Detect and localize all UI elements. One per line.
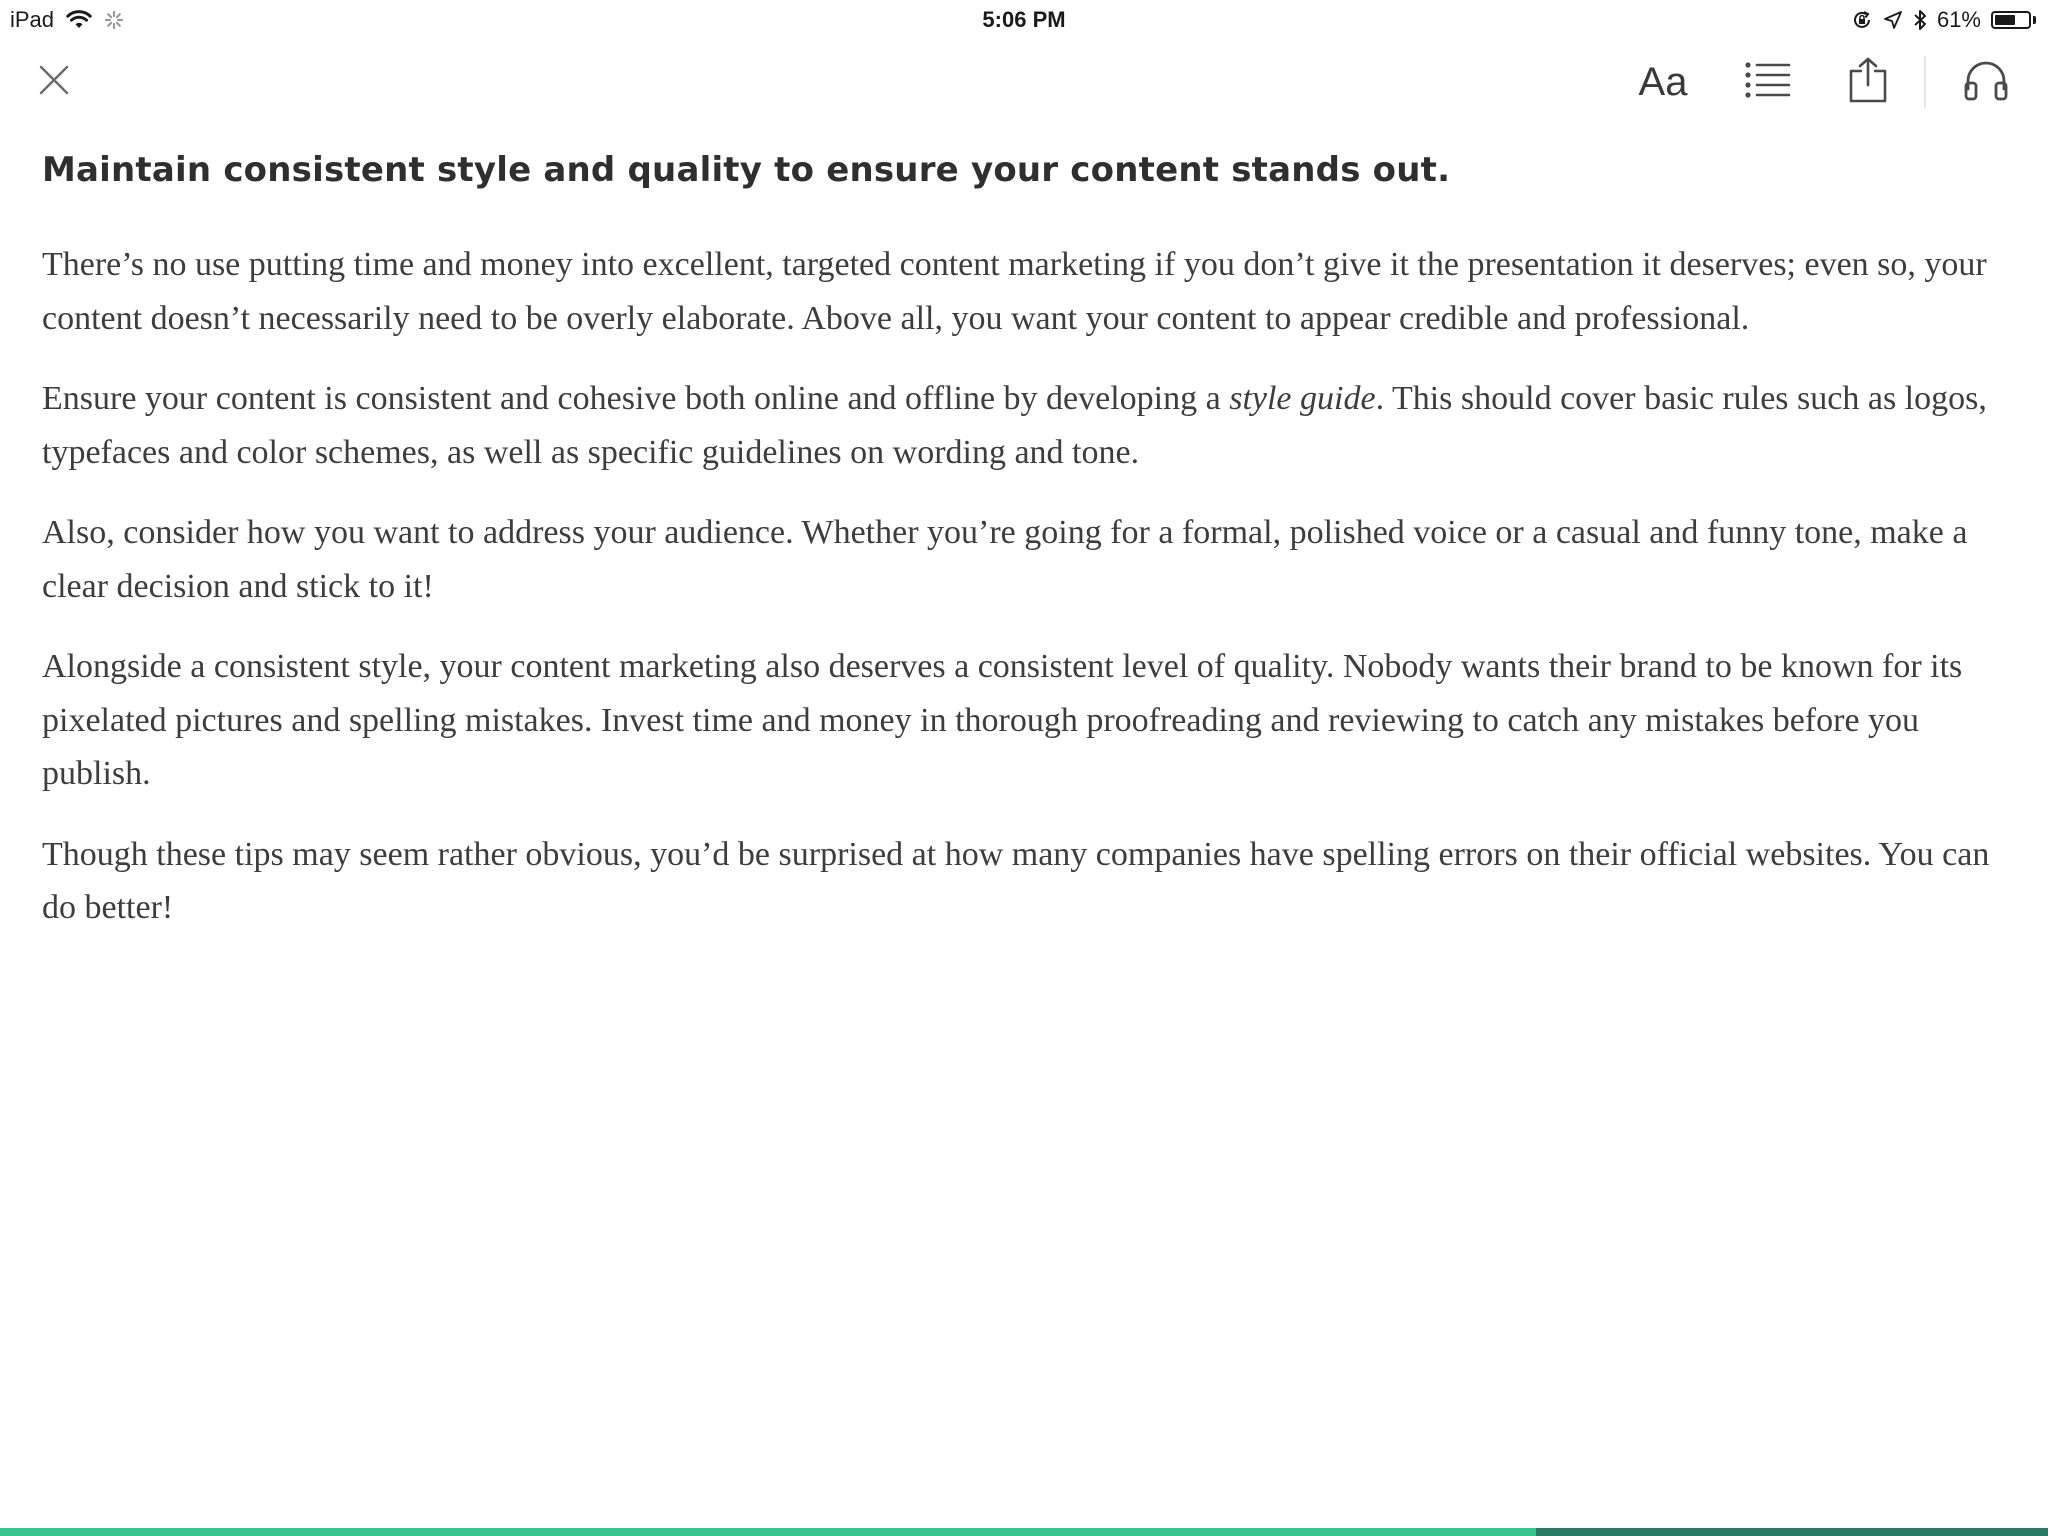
battery-percent: 61% [1936, 7, 1981, 32]
status-bar-right [1851, 7, 2036, 33]
orientation-lock-icon [1851, 9, 1873, 31]
battery-icon [1991, 11, 2031, 29]
close-button[interactable] [28, 60, 80, 104]
reader-toolbar [0, 40, 2048, 124]
table-of-contents-button[interactable] [1738, 56, 1798, 108]
reading-progress-fill [0, 1528, 1536, 1536]
paragraph-5: Though these tips may seem rather obvious, you’d be surprised at how many companies have spelling errors on their official websites. You can do better! [42, 835, 1990, 926]
chapter-heading: Maintain consistent style and quality to ensure your content stands out. [42, 150, 1451, 190]
paragraph-2-after: . This should cover basic rules such as logos, typefaces and color schemes, as well as specific guidelines on wording and tone. [42, 380, 1987, 471]
paragraph-2 [42, 372, 2002, 479]
location-icon [1883, 10, 1903, 30]
toolbar-divider [1924, 56, 1926, 108]
status-bar [0, 0, 2048, 40]
share-button[interactable] [1840, 52, 1896, 112]
bluetooth-icon [1913, 9, 1927, 31]
paragraph-4: Alongside a consistent style, your content marketing also deserves a consistent level of quality. Nobody wants their brand to be known for its pixelated pictures and spelling mistakes. Invest time and money in thorough proofreading and reviewing to catch any mistakes before you publish. [42, 648, 1963, 792]
headphones-icon [1962, 59, 2010, 106]
list-icon [1745, 61, 1791, 104]
article-content [42, 146, 2002, 962]
listen-button[interactable] [1956, 54, 2016, 110]
font-settings-button[interactable]: Aa [1638, 59, 1688, 104]
paragraph-2-before: Ensure your content is consistent and cohesive both online and offline by developing a [42, 380, 1230, 417]
status-time: 5:06 PM [982, 7, 1066, 32]
paragraph-3: Also, consider how you want to address your audience. Whether you’re going for a formal, polished voice or a casual and funny tone, make a clear decision and stick to it! [42, 514, 1968, 605]
reading-progress-bar [0, 1528, 2048, 1536]
battery-level [1995, 15, 2015, 25]
device-name: iPad [10, 7, 55, 32]
battery-nub [2033, 16, 2036, 24]
share-icon [1848, 57, 1888, 108]
paragraph-2-emphasis: style guide [1229, 380, 1376, 417]
close-icon [39, 65, 69, 100]
paragraph-1: There’s no use putting time and money into excellent, targeted content marketing if you don’t give it the presentation it deserves; even so, your content doesn’t necessarily need to be overly elaborate. Above all, you want your content to appear credible and professional. [42, 246, 1987, 337]
